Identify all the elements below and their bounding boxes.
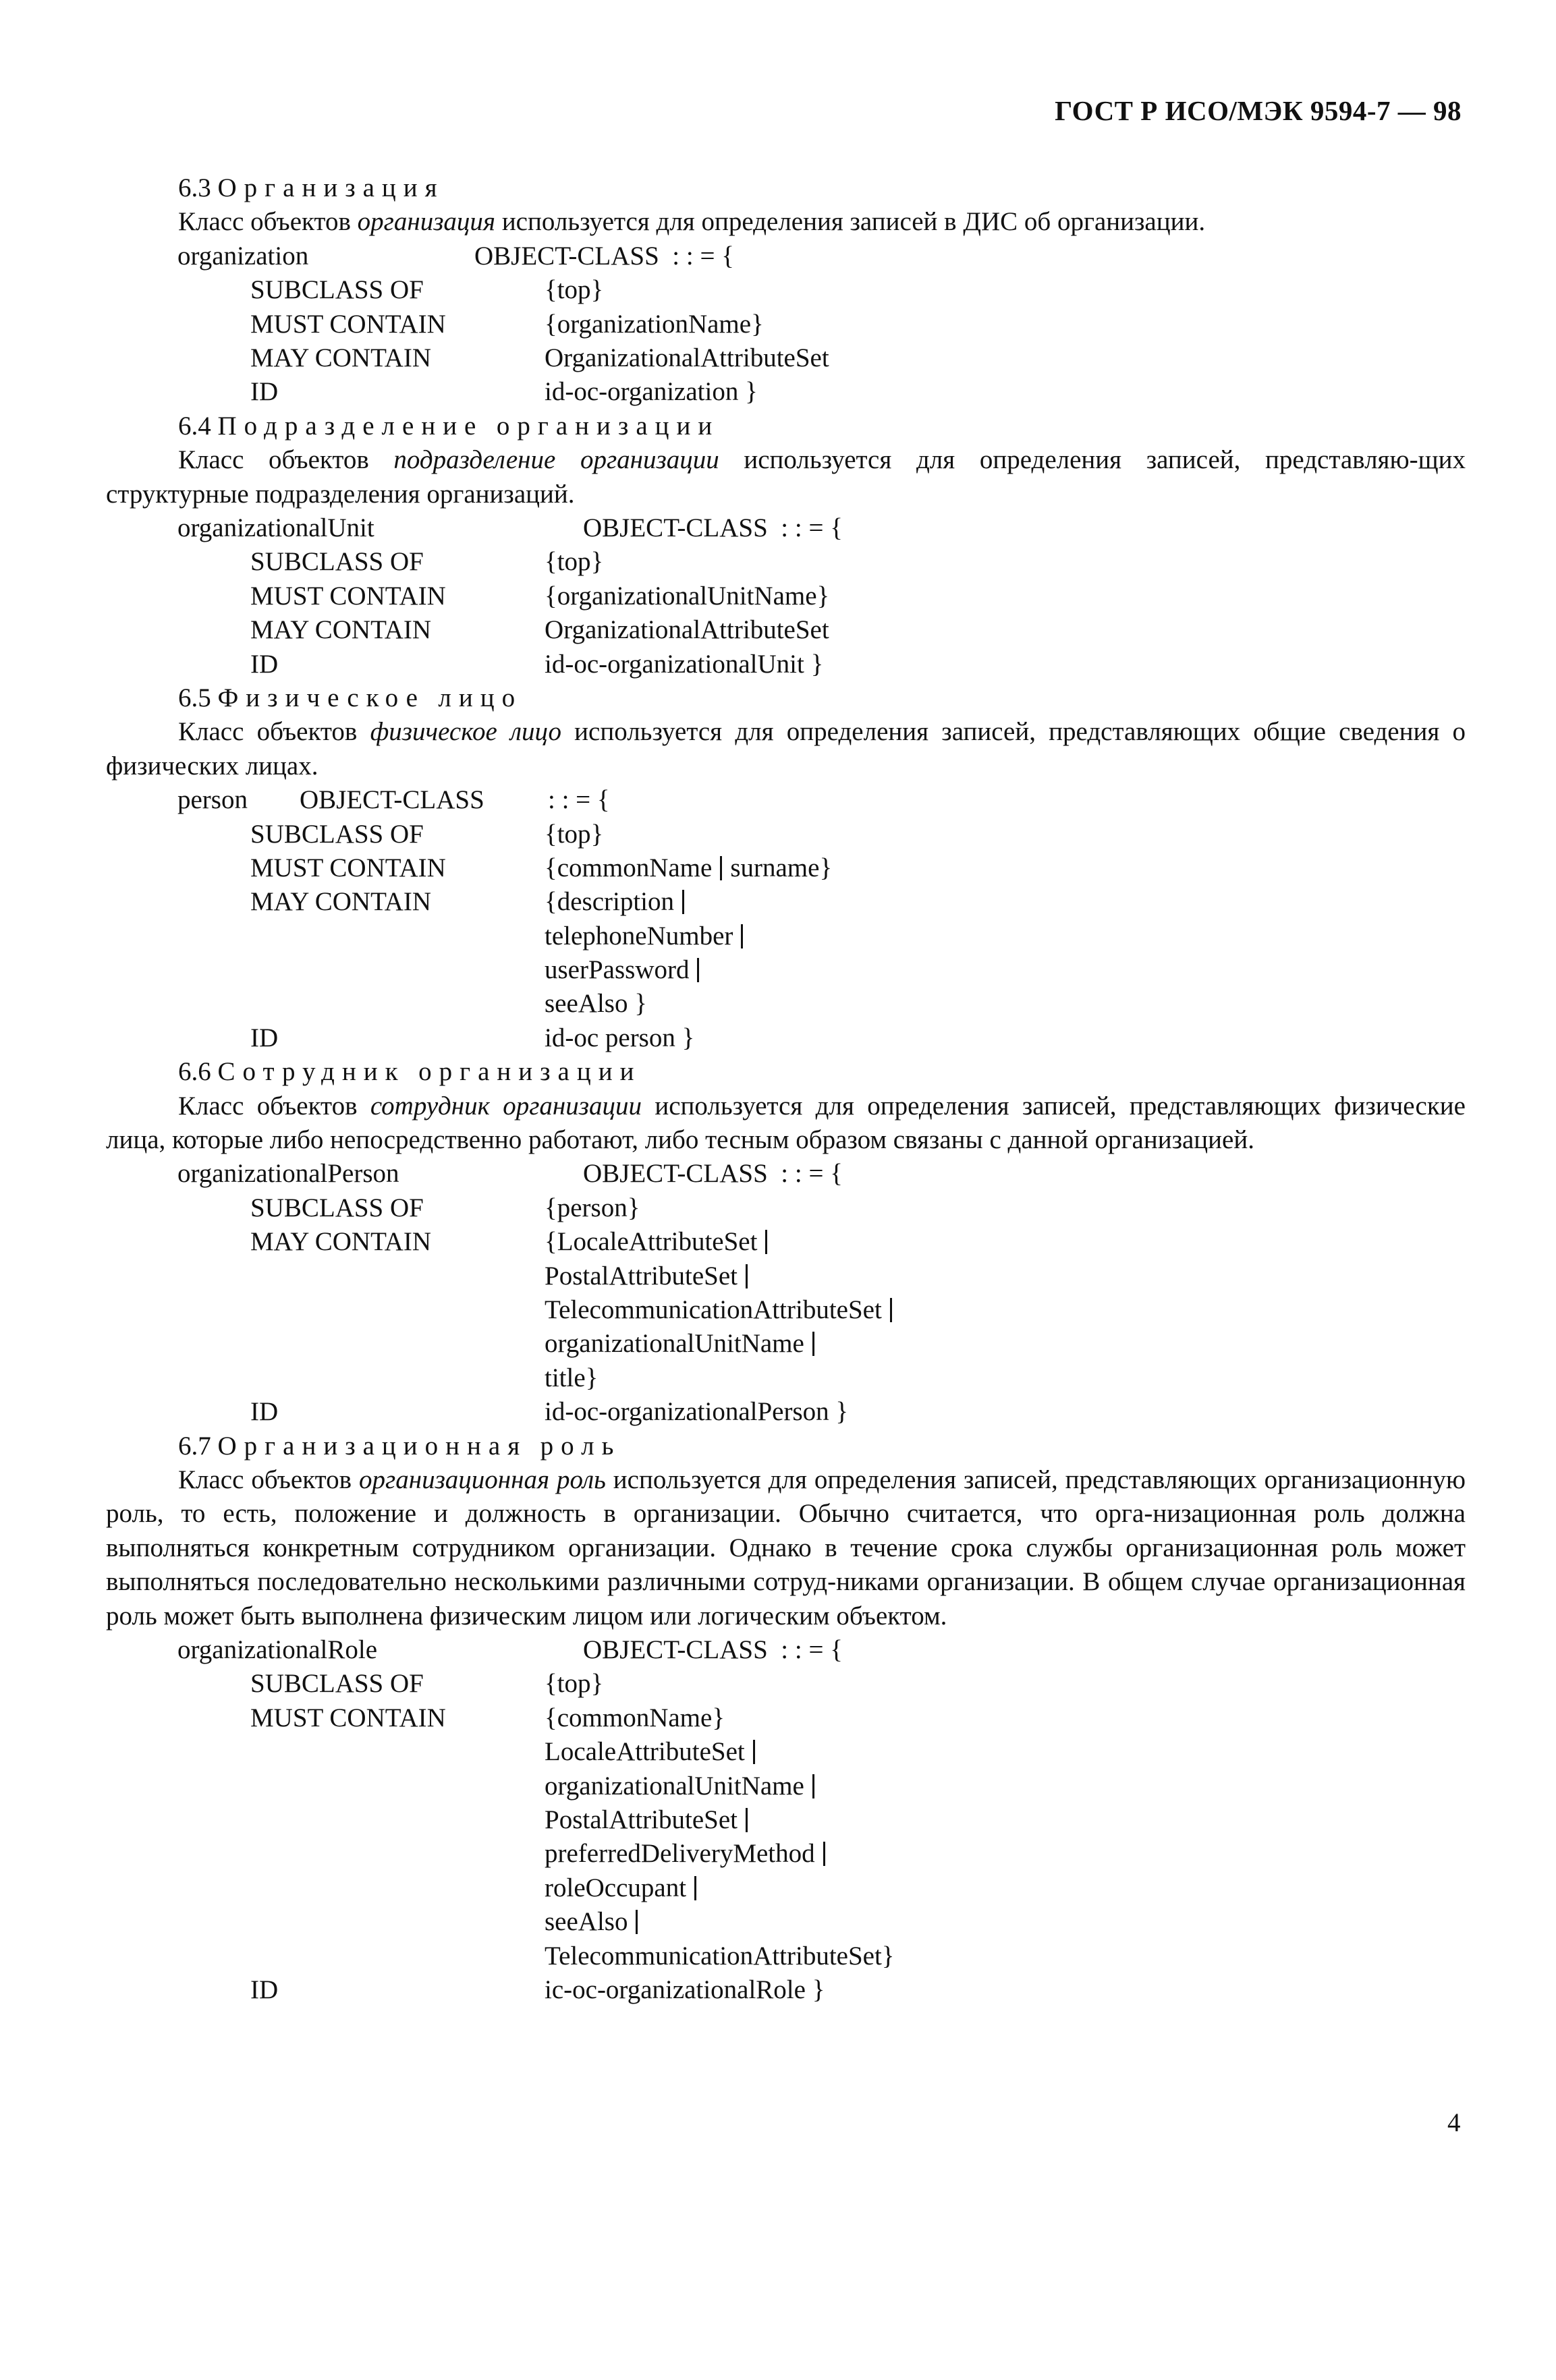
document-header: ГОСТ Р ИСО/МЭК 9594-7 — 98 xyxy=(1055,95,1462,126)
separator-bar xyxy=(753,1740,755,1764)
separator-bar xyxy=(812,1332,814,1356)
attribute-row: LocaleAttributeSet xyxy=(106,1735,1466,1769)
separator-bar xyxy=(682,890,684,914)
section-6-3-title: 6.3 Организация xyxy=(178,173,445,202)
separator-bar xyxy=(812,1774,814,1798)
attribute-row: TelecommunicationAttributeSet xyxy=(106,1293,1466,1327)
attribute-row: PostalAttributeSet xyxy=(106,1259,1466,1293)
section-6-4-title: 6.4 Подразделение организации xyxy=(178,411,720,441)
attribute-row: SUBCLASS OF {person} xyxy=(250,1193,640,1222)
section-6-7-title: 6.7 Организационная роль xyxy=(178,1431,621,1461)
class-definition-header: organizationalUnit OBJECT-CLASS : : = { xyxy=(177,513,843,542)
separator-bar xyxy=(890,1298,892,1322)
attribute-row: MUST CONTAIN {commonName} xyxy=(250,1703,725,1732)
separator-bar xyxy=(741,924,743,948)
section-6-4-text: Класс объектов подразделение организации используется для определения записей, представляю-щих структурные подразделения организаций. xyxy=(106,445,1466,509)
attribute-row: ID ic-oc-organizationalRole } xyxy=(250,1975,825,2004)
separator-bar xyxy=(636,1910,638,1934)
attribute-row: ID id-oc person } xyxy=(250,1023,695,1052)
section-6-6-title: 6.6 Сотрудник организации xyxy=(178,1057,642,1087)
attribute-row: roleOccupant xyxy=(106,1871,1466,1905)
attribute-row: seeAlso } xyxy=(545,989,647,1019)
attribute-row: TelecommunicationAttributeSet} xyxy=(545,1941,895,1971)
class-definition-header: organizationalRole OBJECT-CLASS : : = { xyxy=(177,1635,843,1664)
attribute-row: organizationalUnitName xyxy=(106,1769,1466,1803)
attribute-row: ID id-oc-organizationalUnit } xyxy=(250,649,824,679)
attribute-row: MAY CONTAIN {description xyxy=(106,885,1466,919)
attribute-row: MUST CONTAIN {organizationName} xyxy=(250,309,764,339)
separator-bar xyxy=(746,1264,748,1288)
separator-bar xyxy=(720,856,722,880)
section-6-7-text: Класс объектов организационная роль используется для определения записей, представляющих организационную роль, то есть, положение и должность в организации. Обычно считается, что орга-низационная роль должна выполняться конкретным сотрудником организации. Однако в течение срока службы организационная роль может выполняться последовательно несколькими различными сотруд-никами организации. В общем случае организационная роль может быть выполнена физическим лицом или логическим объектом. xyxy=(106,1465,1466,1631)
separator-bar xyxy=(697,958,699,982)
attribute-row: MUST CONTAIN {organizationalUnitName} xyxy=(250,581,830,611)
class-definition-header: organization OBJECT-CLASS : : = { xyxy=(177,241,734,271)
attribute-row: MAY CONTAIN {LocaleAttributeSet xyxy=(106,1225,1466,1259)
attribute-row: PostalAttributeSet xyxy=(106,1803,1466,1837)
separator-bar xyxy=(823,1842,825,1866)
class-definition-header: person OBJECT-CLASS : : = { xyxy=(177,785,610,815)
class-definition-header: organizationalPerson OBJECT-CLASS : : = { xyxy=(177,1159,843,1189)
section-6-6-text: Класс объектов сотрудник организации используется для определения записей, представляющих физические лица, которые либо непосредственно работают, либо тесным образом связаны с данной организацией. xyxy=(106,1091,1466,1155)
attribute-row: telephoneNumber xyxy=(106,919,1466,953)
page-number: 4 xyxy=(1447,2108,1461,2137)
attribute-row: ID id-oc-organization } xyxy=(250,377,758,407)
section-6-5-title: 6.5 Физическое лицо xyxy=(178,683,523,712)
attribute-row: MAY CONTAIN OrganizationalAttributeSet xyxy=(250,615,829,645)
attribute-row: SUBCLASS OF {top} xyxy=(250,547,604,577)
attribute-row: preferredDeliveryMethod xyxy=(106,1837,1466,1871)
section-6-3-text: Класс объектов организация используется для определения записей в ДИС об организации. xyxy=(178,207,1206,237)
attribute-row: userPassword xyxy=(106,953,1466,987)
attribute-row: ID id-oc-organizationalPerson } xyxy=(250,1397,849,1427)
separator-bar xyxy=(746,1808,748,1832)
section-6-5-text: Класс объектов физическое лицо используется для определения записей, представляющих общие сведения о физических лицах. xyxy=(106,717,1466,781)
attribute-row: SUBCLASS OF {top} xyxy=(250,819,604,849)
document-body xyxy=(106,171,1466,2007)
attribute-row: title} xyxy=(545,1363,599,1392)
attribute-row: organizationalUnitName xyxy=(106,1327,1466,1361)
separator-bar xyxy=(694,1876,696,1900)
separator-bar xyxy=(765,1230,767,1254)
attribute-row: seeAlso xyxy=(106,1905,1466,1939)
attribute-row: SUBCLASS OF {top} xyxy=(250,275,604,305)
attribute-row: MUST CONTAIN {commonName surname} xyxy=(250,853,833,882)
attribute-row: SUBCLASS OF {top} xyxy=(250,1669,604,1699)
attribute-row: MAY CONTAIN OrganizationalAttributeSet xyxy=(250,343,829,372)
